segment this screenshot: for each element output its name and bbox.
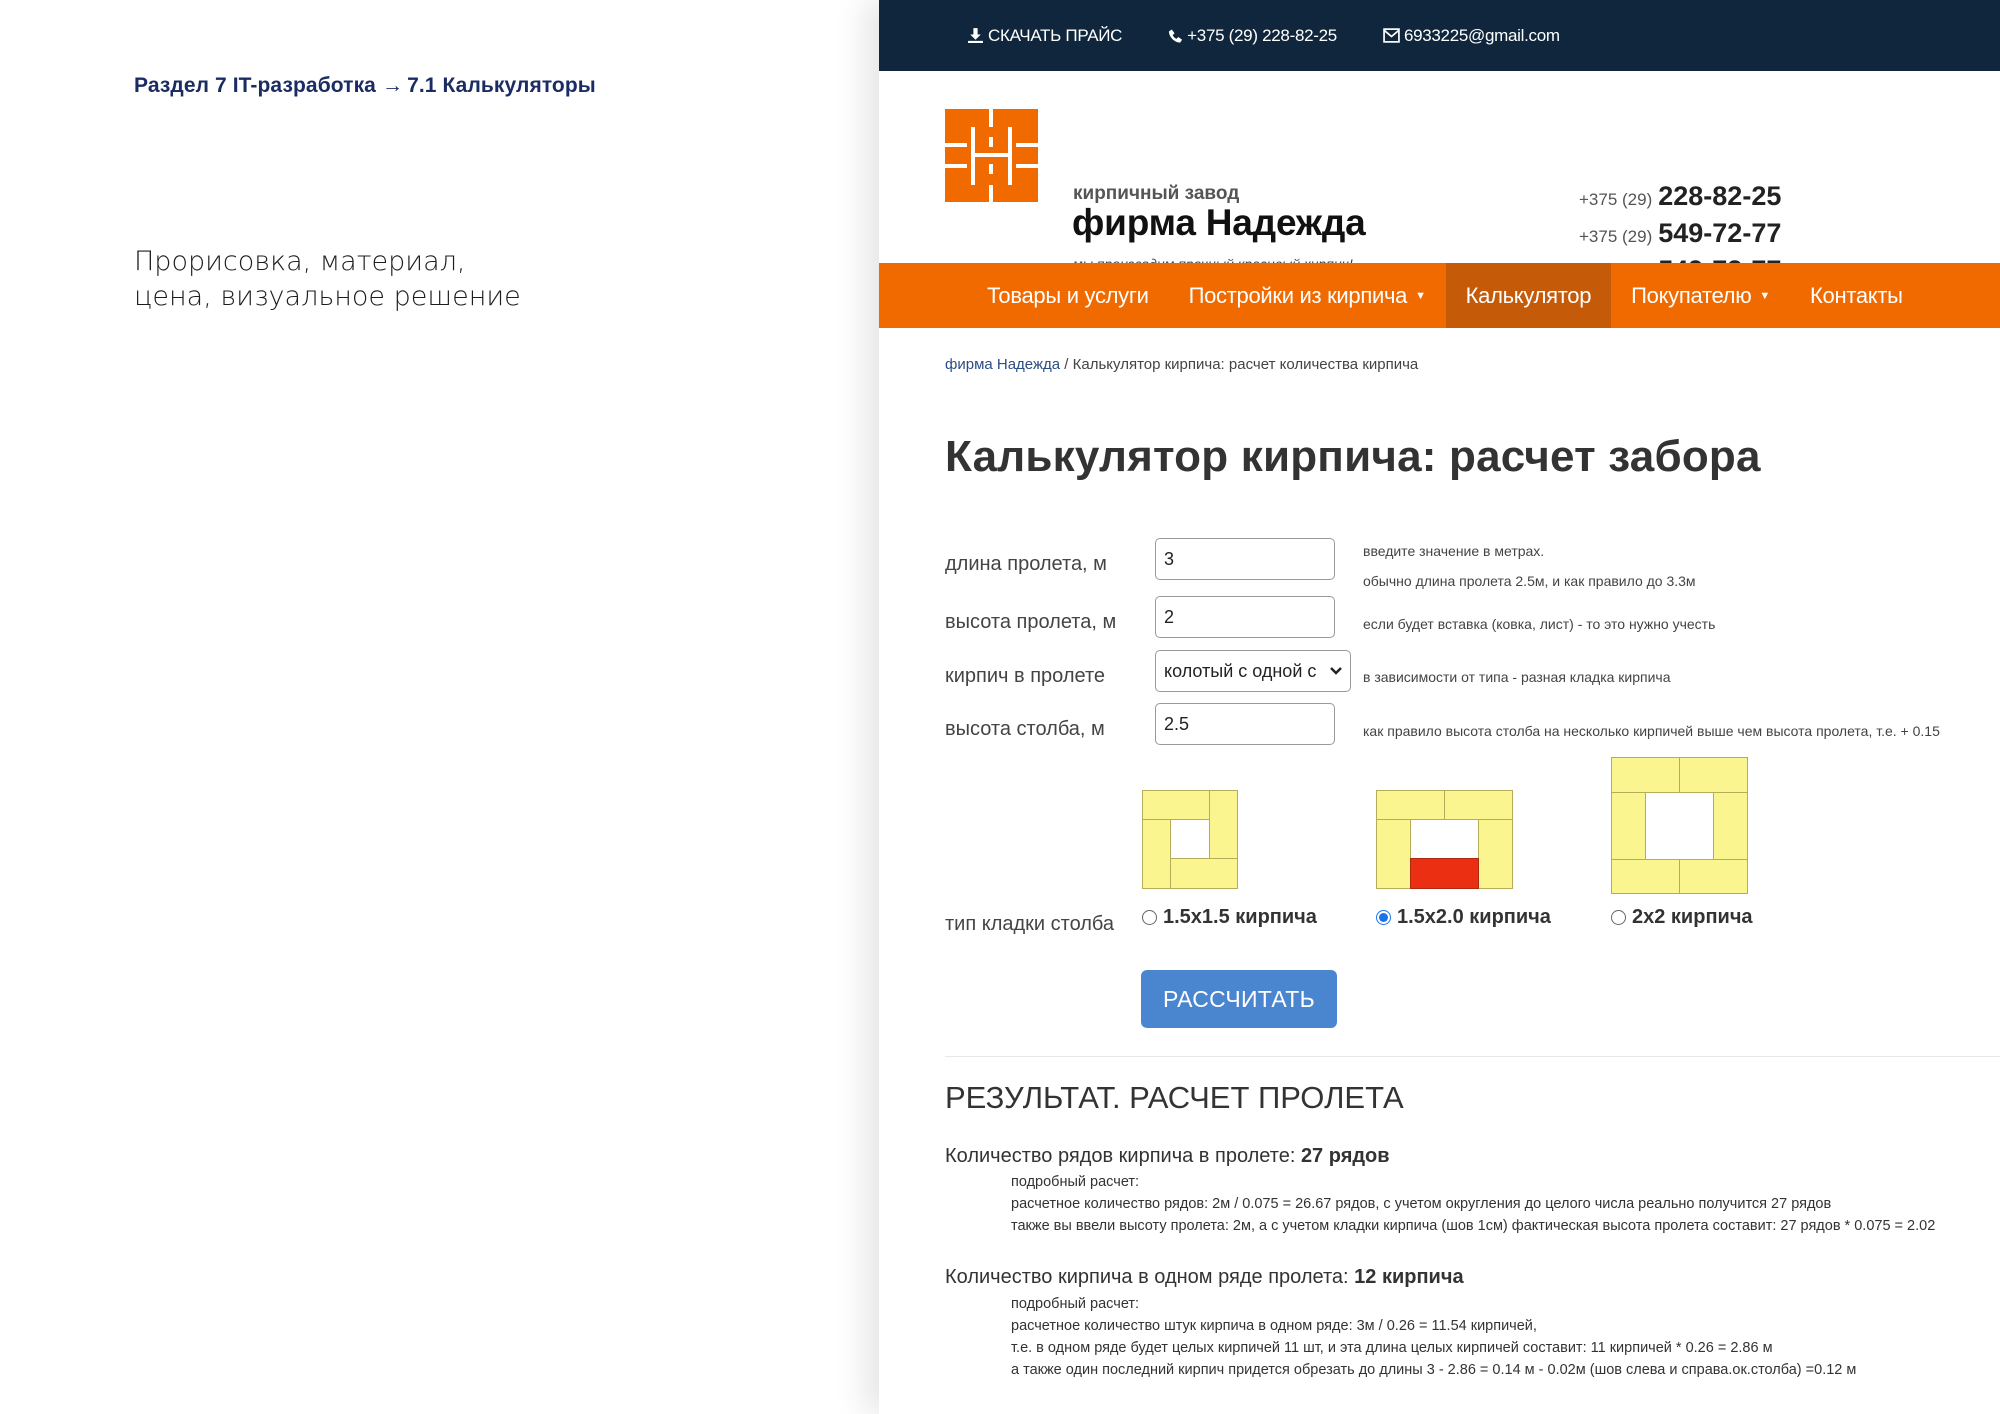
phone-row[interactable] — [1579, 181, 1781, 218]
span-length-hint-2: обычно длина пролета 2.5м, и как правило до 3.3м — [1363, 573, 1696, 589]
radio-label: 2x2 кирпича — [1632, 906, 1753, 928]
rows-result — [945, 1145, 1390, 1168]
brick-type-select[interactable] — [1155, 650, 1351, 692]
nav-item-customer[interactable] — [1611, 263, 1790, 328]
nav-label: Покупателю — [1631, 282, 1752, 308]
pillar-height-input[interactable] — [1155, 703, 1335, 745]
breadcrumb-current: Калькулятор кирпича: расчет количества кирпича — [1072, 356, 1419, 373]
brand-name[interactable]: фирма Надежда — [1072, 202, 1366, 243]
rows-result-value: 27 рядов — [1300, 1145, 1390, 1167]
website-panel — [879, 0, 2000, 1414]
nav-item-contacts[interactable] — [1790, 263, 1923, 328]
topbar-email: 6933225@gmail.com — [1403, 25, 1560, 45]
nav-label: Постройки из кирпича — [1188, 282, 1408, 308]
site-header — [879, 71, 2000, 263]
nav-item-calculator[interactable] — [1446, 263, 1612, 328]
section-description — [134, 244, 521, 314]
breadcrumb-home-link[interactable]: фирма Надежда — [945, 356, 1061, 373]
per-row-result — [945, 1266, 1464, 1289]
topbar-phone-link[interactable] — [1168, 26, 1337, 46]
section-part2: 7.1 Калькуляторы — [407, 74, 596, 97]
phone-number: 228-82-25 — [1658, 181, 1782, 211]
rows-detail-line: расчетное количество рядов: 2м / 0.075 = 26.67 рядов, с учетом округления до целого числа реально получится 27 рядов — [1011, 1196, 1832, 1212]
topbar-phone: +375 (29) 228-82-25 — [1187, 25, 1337, 45]
pillar-type-label: тип кладки столба — [945, 913, 1115, 935]
brick-type-value: колотый с одной с — [1164, 660, 1317, 681]
download-price-link[interactable] — [967, 26, 1122, 46]
caret-down-icon: ▼ — [1415, 289, 1426, 302]
brand-logo-icon[interactable] — [945, 109, 1038, 202]
breadcrumb-separator: / — [1060, 356, 1073, 373]
pillar-type-option-1-5x2-0[interactable] — [1376, 906, 1551, 929]
calculate-button[interactable]: РАССЧИТАТЬ — [1141, 970, 1337, 1028]
radio-button-checked[interactable] — [1376, 910, 1391, 925]
nav-item-products[interactable] — [967, 263, 1169, 328]
divider — [945, 1056, 2000, 1057]
span-length-label: длина пролета, м — [945, 553, 1107, 575]
span-length-hint: введите значение в метрах. — [1363, 543, 1545, 559]
nav-item-buildings[interactable] — [1169, 263, 1446, 328]
rows-detail-title: подробный расчет: — [1011, 1174, 1140, 1190]
per-row-result-label: Количество кирпича в одном ряде пролета: — [945, 1266, 1355, 1288]
phone-code: +375 (29) — [1579, 227, 1653, 246]
download-price-label: СКАЧАТЬ ПРАЙС — [988, 25, 1123, 45]
nav-label: Контакты — [1810, 282, 1903, 308]
result-title: РЕЗУЛЬТАТ. РАСЧЕТ ПРОЛЕТА — [945, 1080, 1404, 1115]
description-line-2: цена, визуальное решение — [134, 281, 521, 312]
breadcrumb — [945, 356, 1418, 373]
rows-detail-line: также вы ввели высоту пролета: 2м, а с учетом кладки кирпича (шов 1см) фактическая высота пролета составит: 27 рядов * 0.075 = 2.02 — [1011, 1218, 1936, 1234]
per-row-result-value: 12 кирпича — [1354, 1266, 1464, 1288]
radio-button[interactable] — [1611, 910, 1626, 925]
pillar-type-option-2x2[interactable] — [1611, 906, 1753, 929]
phone-number: 549-72-77 — [1658, 218, 1782, 248]
per-row-detail-line: а также один последний кирпич придется обрезать до длины 3 - 2.86 = 0.14 м - 0.02м (шов слева и справа.ок.столба) =0.12 м — [1011, 1362, 1857, 1378]
brick-type-label: кирпич в пролете — [945, 665, 1106, 687]
top-bar — [879, 0, 2000, 71]
description-line-1: Прорисовка, материал, — [134, 246, 466, 277]
phone-icon — [1168, 28, 1183, 44]
brand-subtitle: кирпичный завод — [1073, 183, 1240, 204]
nav-label: Товары и услуги — [987, 282, 1149, 308]
chevron-down-icon — [1330, 667, 1342, 675]
phone-row[interactable] — [1579, 218, 1781, 255]
section-part1: Раздел 7 IT-разработка — [134, 74, 376, 97]
main-nav — [879, 263, 2000, 328]
pillar-type-option-1-5x1-5[interactable] — [1142, 906, 1317, 929]
brick-type-hint: в зависимости от типа - разная кладка кирпича — [1363, 669, 1671, 685]
caret-down-icon: ▼ — [1759, 289, 1771, 302]
envelope-icon — [1383, 28, 1400, 43]
radio-label: 1.5x2.0 кирпича — [1397, 906, 1551, 928]
per-row-detail-line: т.е. в одном ряде будет целых кирпичей 11 шт, и эта длина целых кирпичей составит: 11 кирпичей * 0.26 = 2.86 м — [1011, 1340, 1773, 1356]
nav-label: Калькулятор — [1465, 282, 1592, 308]
download-icon — [967, 27, 984, 44]
pillar-height-hint: как правило высота столба на несколько кирпичей выше чем высота пролета, т.е. + 0.15 — [1363, 723, 1940, 739]
topbar-email-link[interactable] — [1383, 26, 1560, 46]
per-row-detail-line: расчетное количество штук кирпича в одном ряде: 3м / 0.26 = 11.54 кирпичей, — [1011, 1318, 1537, 1334]
rows-result-label: Количество рядов кирпича в пролете: — [945, 1145, 1301, 1167]
radio-button[interactable] — [1142, 910, 1157, 925]
span-height-label: высота пролета, м — [945, 611, 1117, 633]
phone-code: +375 (29) — [1579, 190, 1653, 209]
radio-label: 1.5x1.5 кирпича — [1163, 906, 1317, 928]
section-heading — [134, 74, 596, 98]
page-title: Калькулятор кирпича: расчет забора — [945, 432, 1761, 481]
pillar-height-label: высота столба, м — [945, 718, 1105, 740]
span-length-input[interactable] — [1155, 538, 1335, 580]
per-row-detail-title: подробный расчет: — [1011, 1296, 1140, 1312]
span-height-input[interactable] — [1155, 596, 1335, 638]
span-height-hint: если будет вставка (ковка, лист) - то это нужно учесть — [1363, 616, 1716, 632]
arrow-icon: → — [381, 74, 404, 97]
